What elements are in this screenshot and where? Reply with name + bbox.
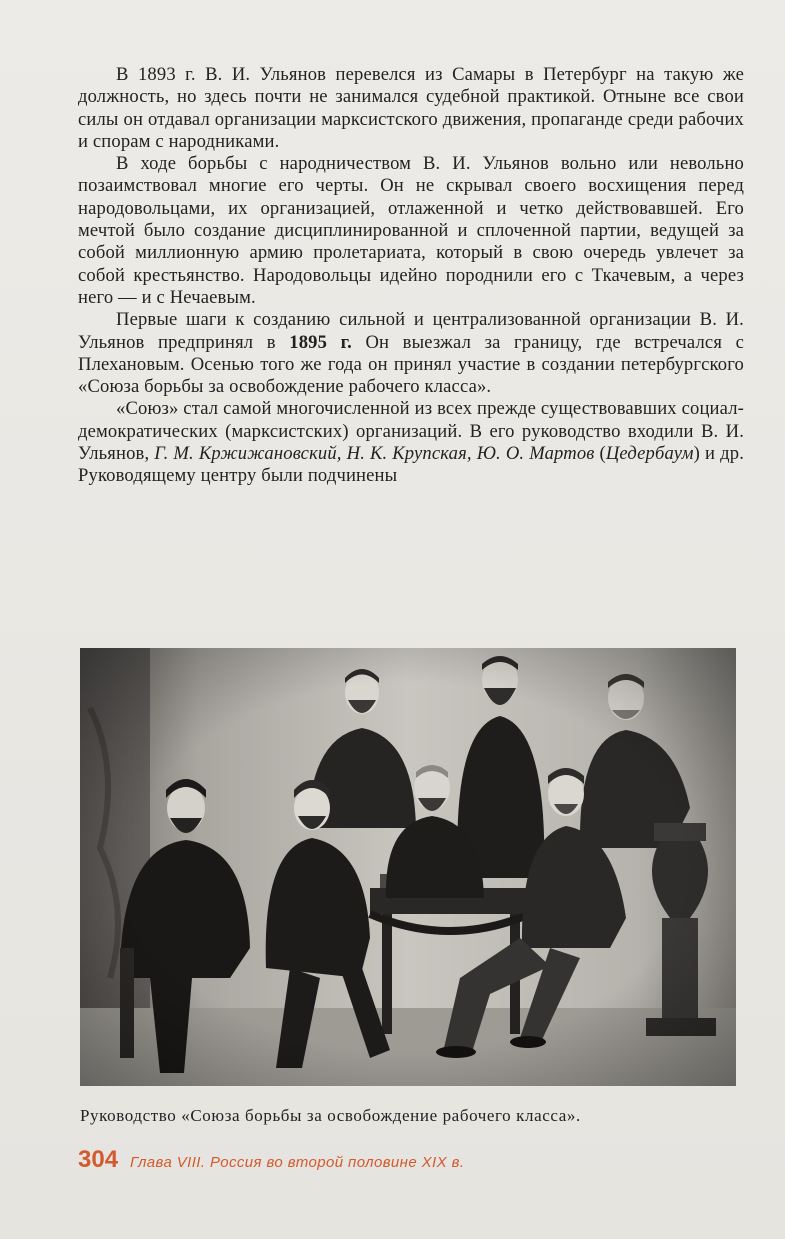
group-photograph-illustration <box>80 648 736 1086</box>
paragraph-4-text-a: «Союз» стал самой многочисленной из всех прежде существовавших социал-демократических (марксистских) организаций. В его руководство входили В. И. Ульянов, <box>78 398 744 465</box>
paragraph-3-text-b: Он выезжал за границу, где встречался с Плехановым. Осенью того же года он принял участие в создании петербургского «Союза борьбы за освобождение рабочего класса». <box>78 331 744 398</box>
photo-caption: Руководство «Союза борьбы за освобождение рабочего класса». <box>80 1106 581 1125</box>
paragraph-1-text: В 1893 г. В. И. Ульянов перевелся из Самары в Петербург на такую же должность, но здесь почти не занимался судебной практикой. Отныне все свои силы он отдавал организации марксистского движения, пропаганде среди рабочих и спорам с народниками. <box>78 64 744 152</box>
page-footer <box>78 1146 464 1176</box>
paragraph-4 <box>78 398 744 487</box>
paragraph-3 <box>78 309 744 398</box>
paragraph-2-text: В ходе борьбы с народничеством В. И. Ульянов вольно или невольно позаимствовал многие его черты. Он не скрывал своего восхищения перед народовольцами, их организацией, отлаженной и четко действовавшей. Его мечтой было создание дисциплинированной и сплоченной партии, ведущей за собой миллионную армию пролетариата, который в свою очередь увлечет за собой крестьянство. Народовольцы идейно породнили его с Ткачевым, а через него — и с Нечаевым. <box>78 153 744 308</box>
italic-names: Г. М. Кржижановский, Н. К. Крупская, Ю. О. Мартов <box>154 443 595 465</box>
running-head: Глава VIII. Россия во второй половине XIX в. <box>130 1154 465 1171</box>
paragraph-4-text-b: ) и др. Руководящему центру были подчинены <box>78 443 744 487</box>
page-number: 304 <box>78 1146 119 1173</box>
body-text <box>78 64 744 488</box>
paragraph-3-text-a: Первые шаги к созданию сильной и централизованной организации В. И. Ульянов предпринял в <box>78 309 744 353</box>
paragraph-4-paren: ( <box>594 443 606 465</box>
highlighted-year: 1895 г. <box>289 331 352 353</box>
paragraph-1 <box>78 64 744 153</box>
group-photograph <box>80 648 736 1086</box>
paragraph-2 <box>78 153 744 309</box>
italic-alias: Цедербаум <box>605 443 694 465</box>
